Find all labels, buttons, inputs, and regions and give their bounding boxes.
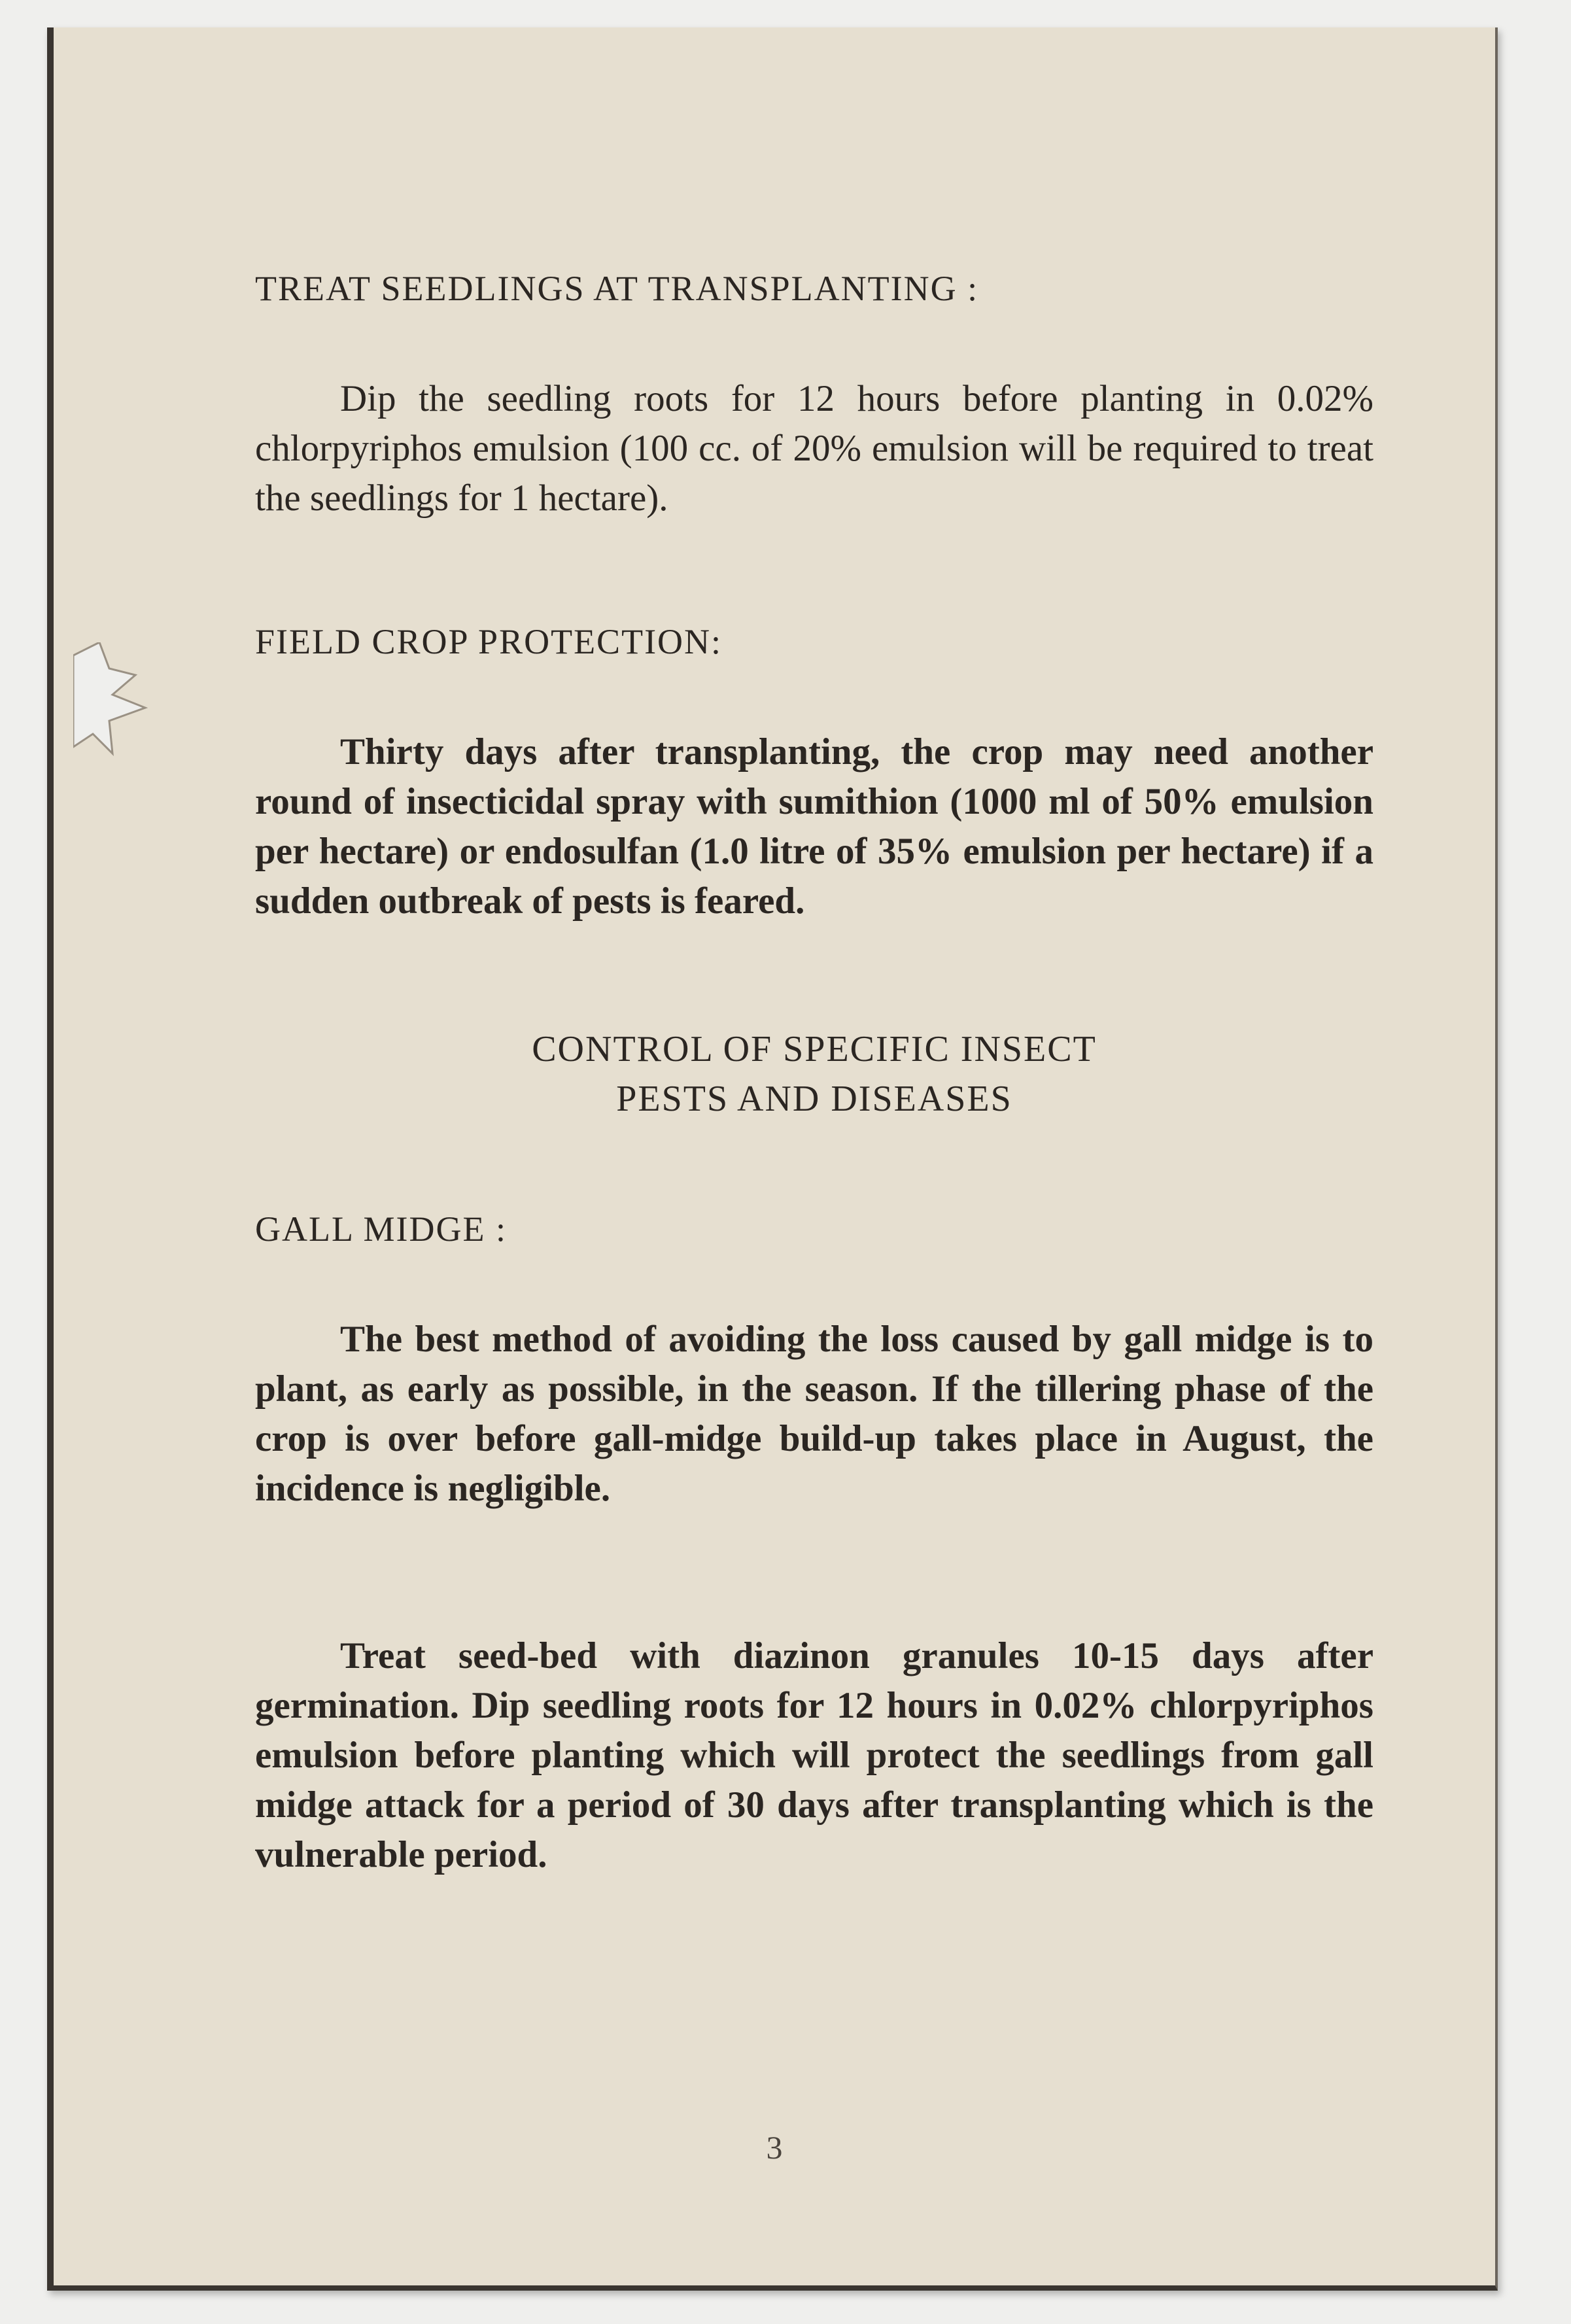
document-page xyxy=(47,27,1498,2291)
control-heading-block xyxy=(255,1024,1373,1124)
section-body-gall-midge-2: Treat seed-bed with diazinon granules 10-15 days after germination. Dip seedling roots for 12 hours in 0.02% chlorpyriphos emulsion before planting which will protect the seedlings from gall midge attack for a period of 30 days after transplanting which is the vulnerable period. xyxy=(255,1635,1373,1875)
page-content xyxy=(255,268,1373,1880)
control-heading-line2: PESTS AND DISEASES xyxy=(616,1079,1012,1119)
section-heading-treat-seedlings: TREAT SEEDLINGS AT TRANSPLANTING : xyxy=(255,269,979,308)
section-heading-gall-midge: GALL MIDGE : xyxy=(255,1209,507,1249)
section-heading-field-crop: FIELD CROP PROTECTION: xyxy=(255,622,723,661)
section-body-field-crop: Thirty days after transplanting, the crop may need another round of insecticidal spray with sumithion (1000 ml of 50% emulsion per hectare) or endosulfan (1.0 litre of 35% emulsion per hectare) if a sudden outbreak of pests is feared. xyxy=(255,731,1373,922)
page-number: 3 xyxy=(766,2129,783,2166)
torn-edge-mark xyxy=(73,642,152,760)
section-body-gall-midge-1: The best method of avoiding the loss caused by gall midge is to plant, as early as possible, in the season. If the tillering phase of the crop is over before gall-midge build-up takes place in August, the incidence is negligible. xyxy=(255,1319,1373,1509)
control-heading-line1: CONTROL OF SPECIFIC INSECT xyxy=(532,1029,1097,1069)
section-body-treat-seedlings: Dip the seedling roots for 12 hours before planting in 0.02% chlorpyriphos emulsion (100 cc. of 20% emulsion will be required to treat the seedlings for 1 hectare). xyxy=(255,378,1373,519)
